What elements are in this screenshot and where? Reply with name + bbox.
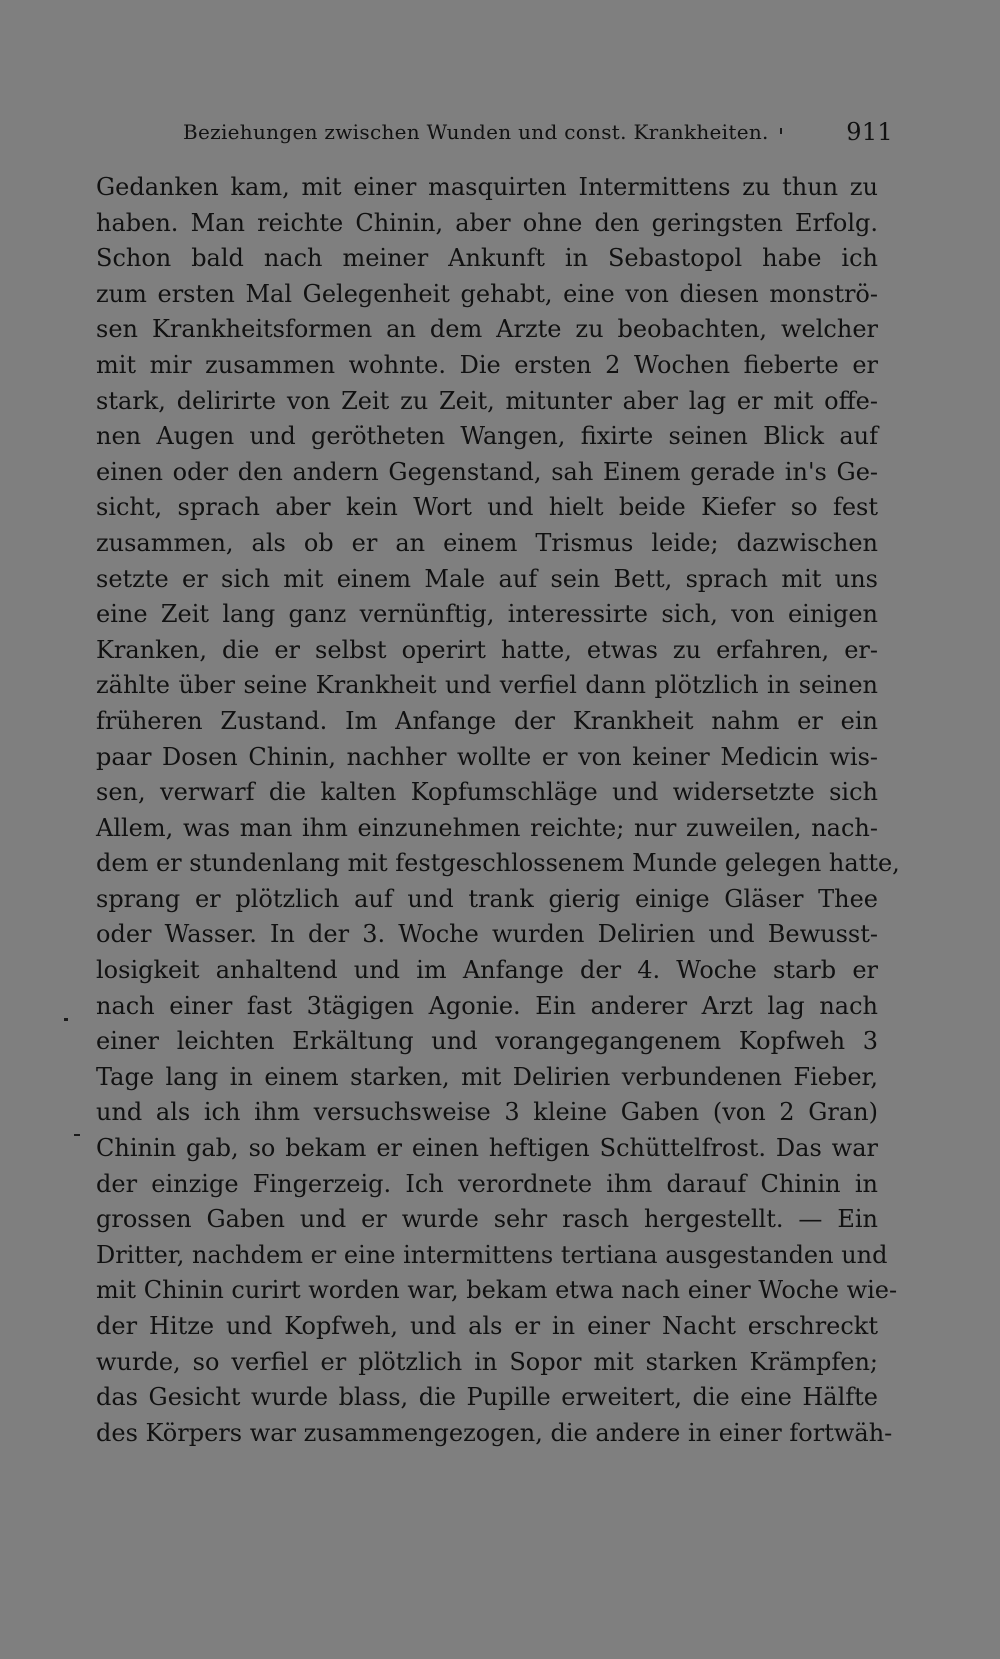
margin-mark xyxy=(64,1018,68,1021)
running-title: Beziehungen zwischen Wunden und const. Krankheiten. xyxy=(183,120,769,144)
text-line: stark, delirirte von Zeit zu Zeit, mitunter aber lag er mit offe- xyxy=(96,386,878,415)
text-line: setzte er sich mit einem Male auf sein Bett, sprach mit uns xyxy=(96,564,878,593)
text-line: und als ich ihm versuchsweise 3 kleine Gaben (von 2 Gran) xyxy=(96,1098,878,1127)
text-line: der einzige Fingerzeig. Ich verordnete ihm darauf Chinin in xyxy=(96,1169,878,1198)
text-line: losigkeit anhaltend und im Anfange der 4. Woche starb er xyxy=(96,956,878,985)
text-line: sen, verwarf die kalten Kopfumschläge und widersetzte sich xyxy=(96,778,878,807)
text-line: Gedanken kam, mit einer masquirten Intermittens zu thun zu xyxy=(96,173,878,201)
text-line: sicht, sprach aber kein Wort und hielt beide Kiefer so fest xyxy=(96,493,878,522)
text-line: nen Augen und gerötheten Wangen, fixirte seinen Blick auf xyxy=(96,422,878,451)
text-line: einer leichten Erkältung und vorangegangenem Kopfweh 3 xyxy=(96,1027,878,1056)
text-line: des Körpers war zusammengezogen, die andere in einer fortwäh- xyxy=(96,1418,893,1447)
text-line: Chinin gab, so bekam er einen heftigen Schüttelfrost. Das war xyxy=(96,1134,878,1163)
text-line: eine Zeit lang ganz vernünftig, interessirte sich, von einigen xyxy=(96,600,878,629)
margin-mark xyxy=(74,1134,80,1136)
text-line: dem er stundenlang mit festgeschlossenem Munde gelegen hatte, xyxy=(96,849,900,878)
text-line: zum ersten Mal Gelegenheit gehabt, eine von diesen monströ- xyxy=(96,279,878,308)
text-line: das Gesicht wurde blass, die Pupille erweitert, die eine Hälfte xyxy=(96,1383,878,1412)
text-line: mit mir zusammen wohnte. Die ersten 2 Wochen fieberte er xyxy=(96,350,878,379)
text-line: einen oder den andern Gegenstand, sah Einem gerade in's Ge- xyxy=(96,457,878,486)
text-line: haben. Man reichte Chinin, aber ohne den geringsten Erfolg. xyxy=(96,208,878,237)
text-line: sen Krankheitsformen an dem Arzte zu beobachten, welcher xyxy=(96,315,878,344)
page-number: 911 xyxy=(846,118,893,146)
text-line: Allem, was man ihm einzunehmen reichte; nur zuweilen, nach- xyxy=(96,813,878,842)
text-line: früheren Zustand. Im Anfange der Krankheit nahm er ein xyxy=(96,706,878,735)
text-line: Dritter, nachdem er eine intermittens tertiana ausgestanden und xyxy=(96,1240,888,1269)
margin-mark xyxy=(780,128,782,134)
text-line: zusammen, als ob er an einem Trismus leide; dazwischen xyxy=(96,528,878,557)
body-text xyxy=(96,170,900,1451)
text-line: der Hitze und Kopfweh, und als er in einer Nacht erschreckt xyxy=(96,1312,878,1340)
text-line: oder Wasser. In der 3. Woche wurden Delirien und Bewusst- xyxy=(96,920,878,949)
text-line: grossen Gaben und er wurde sehr rasch hergestellt. — Ein xyxy=(96,1205,878,1234)
text-line: zählte über seine Krankheit und verfiel dann plötzlich in seinen xyxy=(96,671,878,700)
text-line: wurde, so verfiel er plötzlich in Sopor mit starken Krämpfen; xyxy=(96,1347,878,1376)
text-line: Kranken, die er selbst operirt hatte, etwas zu erfahren, er- xyxy=(96,635,878,664)
running-header xyxy=(183,118,893,152)
text-line: nach einer fast 3tägigen Agonie. Ein anderer Arzt lag nach xyxy=(96,991,878,1020)
text-line: Schon bald nach meiner Ankunft in Sebastopol habe ich xyxy=(96,244,878,273)
text-line: sprang er plötzlich auf und trank gierig einige Gläser Thee xyxy=(96,884,878,913)
text-line: Tage lang in einem starken, mit Delirien verbundenen Fieber, xyxy=(96,1062,878,1091)
text-line: mit Chinin curirt worden war, bekam etwa nach einer Woche wie- xyxy=(96,1276,898,1305)
text-line: paar Dosen Chinin, nachher wollte er von keiner Medicin wis- xyxy=(96,742,878,771)
